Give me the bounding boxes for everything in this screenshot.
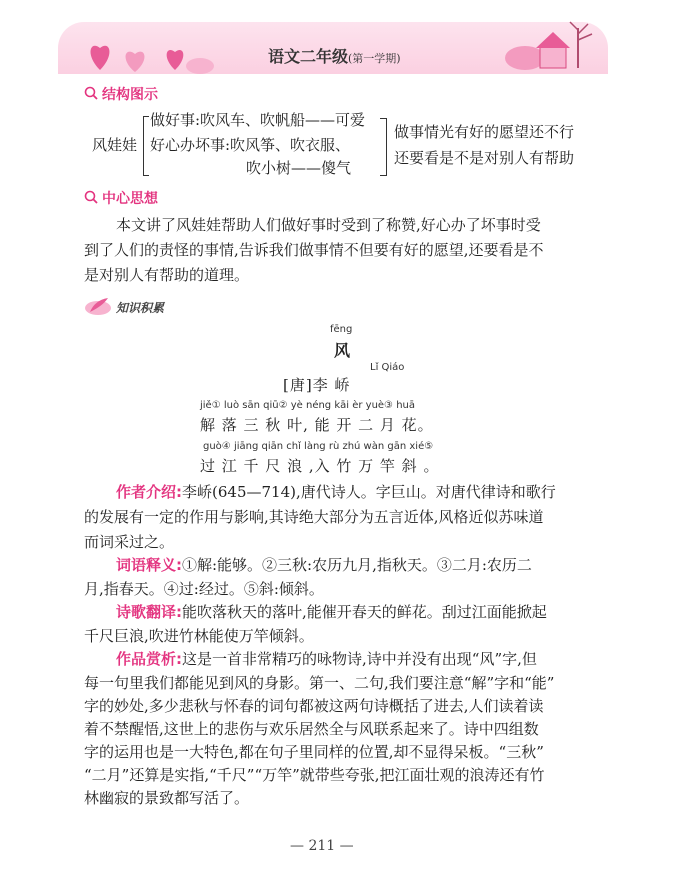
- poem-line2: 过 江 千 尺 浪 ,入 竹 万 竿 斜 。: [200, 457, 440, 475]
- heart-decoration-icon: [80, 30, 220, 75]
- page-number: — 211 —: [290, 838, 354, 854]
- words-line1: 词语释义:①解:能够。②三秋:农历九月,指秋天。③二月:农历二: [116, 556, 532, 574]
- translation-line2: 千尺巨浪,吹进竹林能使万竿倾斜。: [84, 627, 314, 645]
- poem-title-pinyin: fēng: [330, 324, 353, 335]
- magnifier-icon: [84, 86, 98, 100]
- structure-row3: 吹小树——傻气: [246, 159, 352, 177]
- poem-line2-pinyin: guò④ jiāng qiān chǐ làng rù zhú wàn gān xié⑤: [203, 441, 434, 452]
- structure-root: 风娃娃: [92, 136, 138, 154]
- central-line2: 到了人们的责怪的事情,告诉我们做事情不但要有好的愿望,还要看是不: [84, 241, 544, 259]
- appreciation-line6: “二月”还算是实指,“千尺”“万竿”就带些夸张,把江面壮观的浪涛还有竹: [84, 766, 545, 784]
- appreciation-line1: 作品赏析:这是一首非常精巧的咏物诗,诗中并没有出现“风”字,但: [116, 650, 537, 668]
- structure-conclusion1: 做事情光有好的愿望还不行: [394, 123, 575, 141]
- quill-icon: [84, 296, 112, 316]
- structure-brace-left: [143, 116, 149, 176]
- appreciation-line7: 林幽寂的景致都写活了。: [84, 789, 250, 807]
- poem-line1: 解 落 三 秋 叶, 能 开 二 月 花。: [200, 416, 434, 434]
- structure-conclusion2: 还要看是不是对别人有帮助: [394, 149, 575, 167]
- structure-row1: 做好事:吹风车、吹帆船——可爱: [150, 111, 366, 129]
- house-decoration-icon: [500, 18, 600, 76]
- appreciation-line5: 字的运用也是一大特色,都在句子里同样的位置,却不显得呆板。“三秋”: [84, 743, 544, 761]
- words-line2: 月,指春天。④过:经过。⑤斜:倾斜。: [84, 580, 324, 598]
- appreciation-line3: 字的妙处,多少悲秋与怀春的词句都被这两句诗概括了进去,人们读着读: [84, 697, 544, 715]
- translation-line1: 诗歌翻译:能吹落秋天的落叶,能催开春天的鲜花。刮过江面能掀起: [116, 603, 547, 621]
- magnifier-icon: [84, 190, 98, 204]
- appreciation-line2: 每一句里我们都能见到风的身影。第一、二句,我们要注意“解”字和“能”: [84, 674, 555, 692]
- author-intro-line1: 作者介绍:李峤(645—714),唐代诗人。字巨山。对唐代律诗和歌行: [116, 483, 556, 501]
- poem-title: 风: [334, 341, 352, 360]
- knowledge-title: 知识积累: [116, 301, 165, 315]
- poem-line1-pinyin: jiě① luò sān qiū② yè néng kāi èr yuè③ huā: [200, 400, 416, 411]
- poem-author-pinyin: Lǐ Qiáo: [370, 362, 405, 373]
- central-title: 中心思想: [102, 191, 158, 207]
- poem-author: [唐]李 峤: [283, 376, 351, 394]
- central-line3: 是对别人有帮助的道理。: [84, 266, 250, 284]
- central-line1: 本文讲了风娃娃帮助人们做好事时受到了称赞,好心办了坏事时受: [116, 216, 541, 234]
- page-header: [0, 0, 689, 78]
- structure-brace-right: [380, 118, 387, 176]
- appreciation-line4: 着不禁醒悟,这世上的悲伤与欢乐居然全与风联系起来了。诗中四组数: [84, 720, 539, 738]
- author-intro-line2: 的发展有一定的作用与影响,其诗绝大部分为五言近体,风格近似苏味道: [84, 508, 544, 526]
- header-title: 语文二年级(第一学期): [268, 47, 401, 66]
- structure-row2: 好心办坏事:吹风筝、吹衣服、: [150, 136, 351, 154]
- author-intro-line3: 而词采过之。: [84, 533, 175, 551]
- structure-title: 结构图示: [102, 87, 158, 103]
